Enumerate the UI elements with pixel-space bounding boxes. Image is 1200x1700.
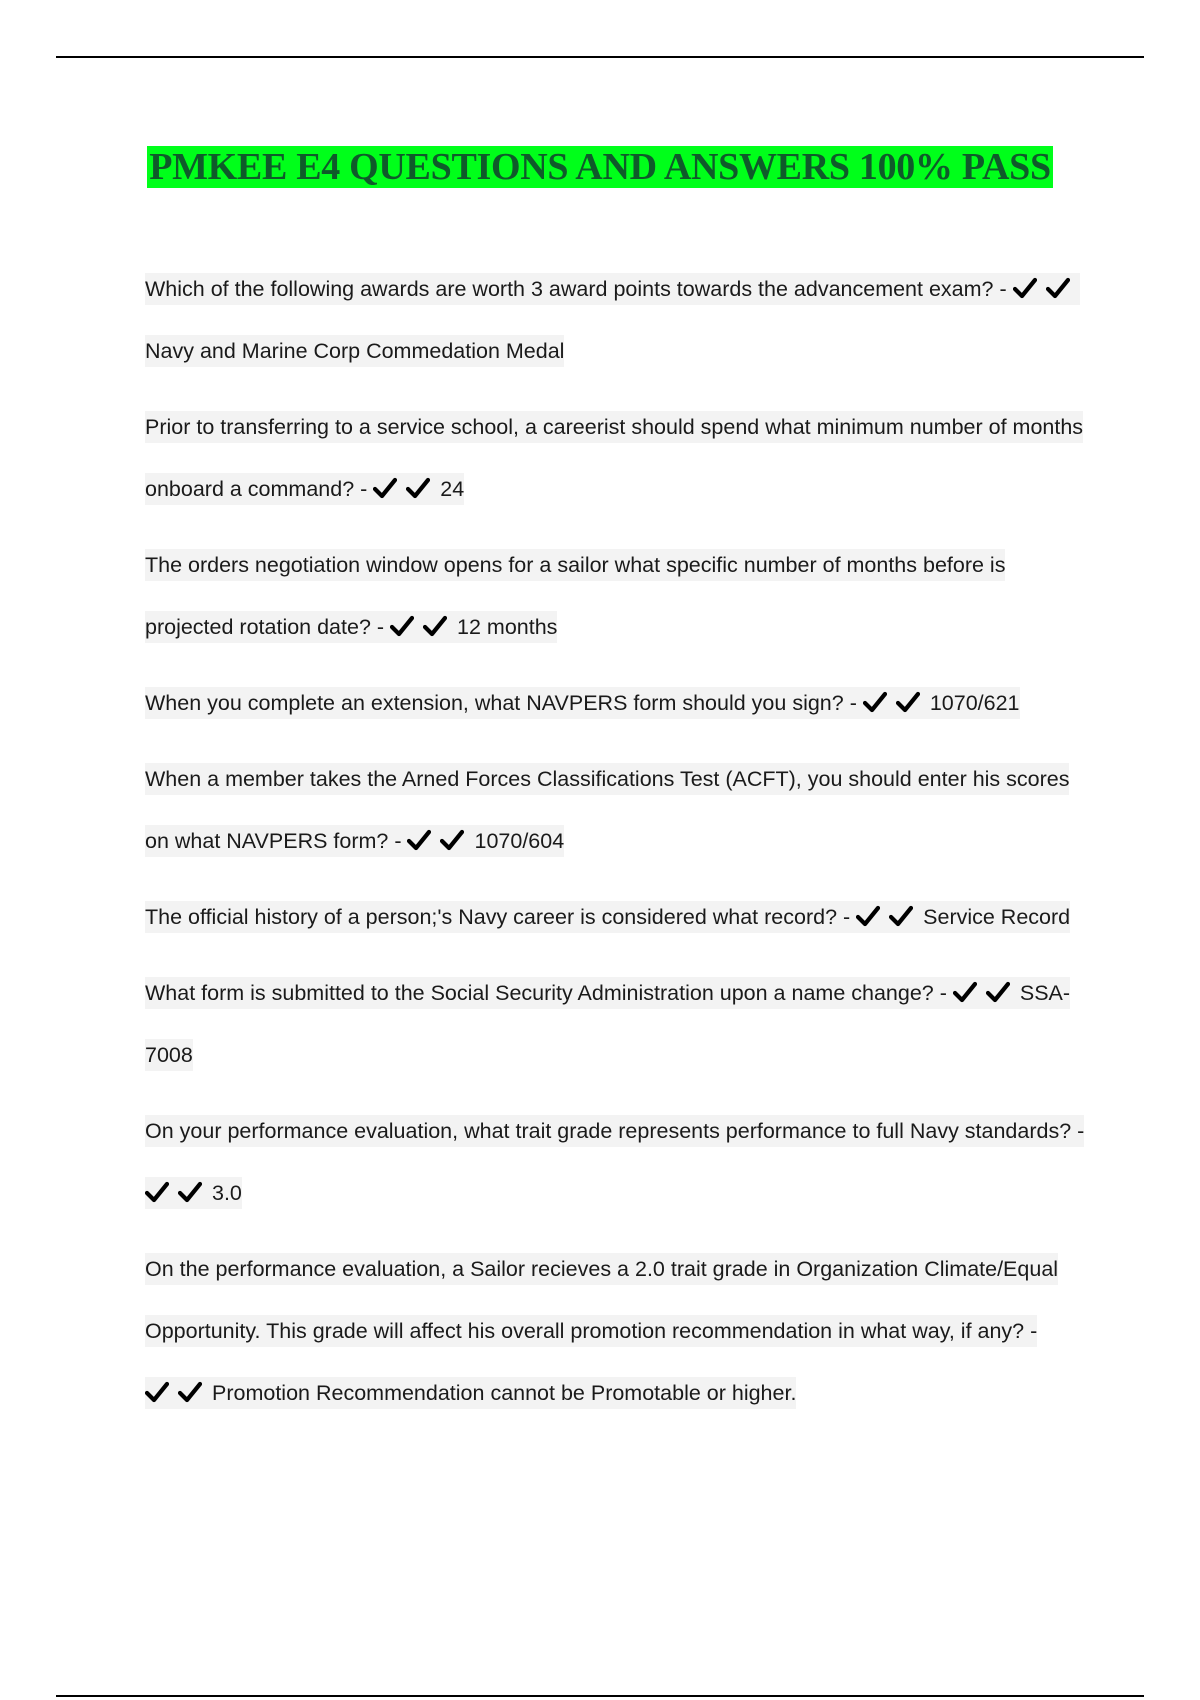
answer-text: Navy and Marine Corp Commedation Medal — [145, 339, 565, 363]
question-text: On the performance evaluation, a Sailor recieves a 2.0 trait grade in Organization Climate/Equal Opportunity. This grade will affect his overall promotion recommendation in what way, if any? — [145, 1257, 1059, 1343]
checkmark-icon — [145, 1380, 169, 1404]
answer-text: 12 months — [457, 615, 558, 639]
question-text: When you complete an extension, what NAVPERS form should you sign? — [145, 691, 844, 715]
separator: - — [837, 905, 857, 929]
answer-text: 1070/621 — [929, 691, 1020, 715]
checkmark-icon — [986, 980, 1010, 1004]
answer-text: Promotion Recommendation cannot be Promotable or higher. — [212, 1381, 797, 1405]
title-block — [0, 146, 1200, 188]
separator: - — [388, 829, 408, 853]
separator: - — [1071, 1119, 1085, 1143]
separator: - — [933, 981, 953, 1005]
checkmark-icon — [178, 1180, 202, 1204]
qa-item — [145, 534, 1095, 658]
separator: - — [1024, 1319, 1038, 1343]
checkmark-icon — [856, 904, 880, 928]
qa-item — [145, 258, 1095, 382]
checkmark-icon — [440, 828, 464, 852]
checkmark-icon — [889, 904, 913, 928]
qa-item — [145, 962, 1095, 1086]
answer-text: SSA-7008 — [145, 981, 1071, 1067]
checkmark-icon — [178, 1380, 202, 1404]
qa-item — [145, 1238, 1095, 1424]
separator: - — [370, 615, 391, 639]
answer-text: Service Record — [923, 905, 1071, 929]
question-text: Prior to transferring to a service school, a careerist should spend what minimum number of months onboard a command? — [145, 415, 1084, 501]
qa-item — [145, 396, 1095, 520]
separator: - — [354, 477, 374, 501]
checkmark-icon — [423, 614, 447, 638]
checkmark-icon — [863, 690, 887, 714]
checkmark-icon — [1013, 276, 1037, 300]
question-text: The orders negotiation window opens for a sailor what specific number of months before is projected rotation date? — [145, 553, 1006, 639]
checkmark-icon — [373, 476, 397, 500]
page-title: PMKEE E4 QUESTIONS AND ANSWERS 100% PASS — [149, 146, 1051, 188]
qa-item — [145, 1100, 1095, 1224]
question-text: When a member takes the Arned Forces Classifications Test (ACFT), you should enter his scores on what NAVPERS form? — [145, 767, 1070, 853]
qa-item — [145, 748, 1095, 872]
separator: - — [843, 691, 863, 715]
qa-item — [145, 672, 1095, 734]
checkmark-icon — [407, 828, 431, 852]
checkmark-icon — [390, 614, 414, 638]
answer-text: 3.0 — [212, 1181, 242, 1205]
answer-text: 1070/604 — [474, 829, 565, 853]
qa-list — [145, 258, 1095, 1438]
question-text: What form is submitted to the Social Security Administration upon a name change? — [145, 981, 934, 1005]
answer-text: 24 — [440, 477, 465, 501]
qa-item — [145, 886, 1095, 948]
checkmark-icon — [145, 1180, 169, 1204]
separator: - — [993, 277, 1013, 301]
top-rule — [56, 56, 1144, 58]
checkmark-icon — [953, 980, 977, 1004]
question-text: On your performance evaluation, what trait grade represents performance to full Navy standards? — [145, 1119, 1072, 1143]
question-text: Which of the following awards are worth 3 award points towards the advancement exam? — [145, 277, 994, 301]
checkmark-icon — [896, 690, 920, 714]
checkmark-icon — [1046, 276, 1070, 300]
bottom-rule — [56, 1695, 1144, 1697]
checkmark-icon — [406, 476, 430, 500]
question-text: The official history of a person;'s Navy career is considered what record? — [145, 905, 838, 929]
